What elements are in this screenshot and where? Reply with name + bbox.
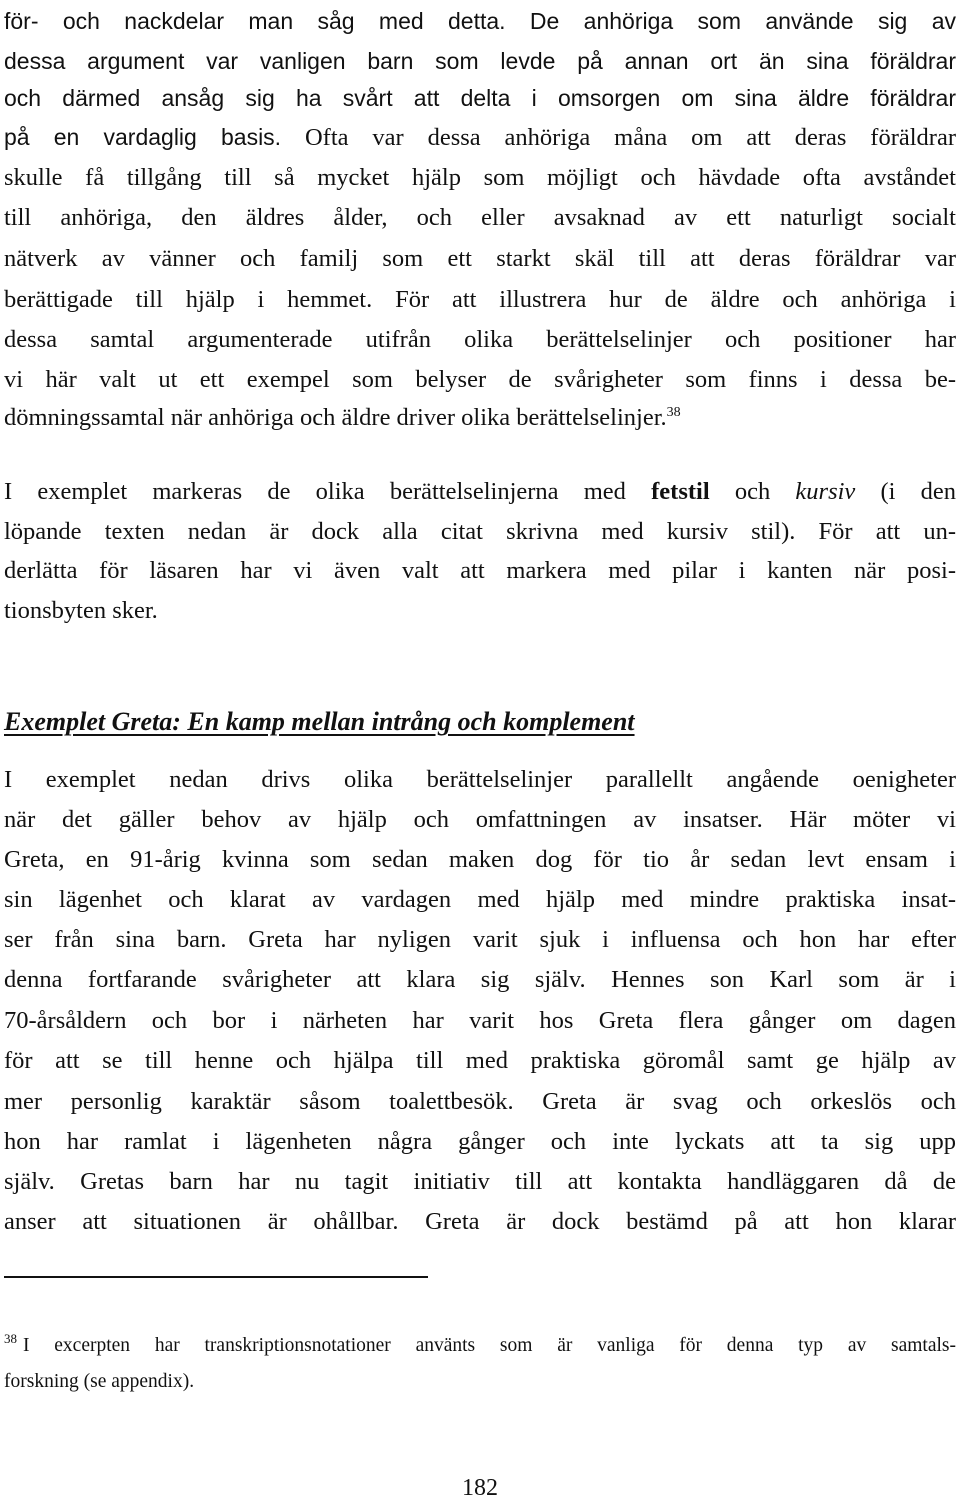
footnote (4, 1330, 956, 1362)
body-text: I exemplet markeras de olika berättelselinjerna med (4, 478, 626, 505)
body-line (4, 117, 956, 157)
footnote-separator (4, 1276, 428, 1278)
body-text: (i den (880, 478, 957, 505)
body-line (4, 398, 956, 438)
footnote-reference[interactable]: 38 (666, 405, 681, 420)
italic-example: kursiv (795, 478, 856, 505)
body-line: nätverk av vänner och familj som ett starkt skäl till att deras föräldrar var (4, 245, 956, 272)
body-line: för att se till henne och hjälpa till med praktiska göromål samt ge hjälp av (4, 1047, 956, 1074)
body-line: för- och nackdelar man såg med detta. De anhöriga som använde sig av (4, 8, 956, 34)
body-line: löpande texten nedan är dock alla citat skrivna med kursiv stil). För att un- (4, 518, 956, 545)
body-text: berättigade till hjälp i hemmet. (4, 286, 373, 313)
body-line: Greta, en 91-årig kvinna som sedan maken dog för tio år sedan levt ensam i (4, 846, 956, 873)
body-line (4, 472, 956, 512)
body-line: I exemplet nedan drivs olika berättelselinjer parallellt angående oenigheter (4, 766, 956, 793)
footnote-number: 38 (4, 1331, 17, 1346)
body-line: ser från sina barn. Greta har nyligen varit sjuk i influensa och hon har efter (4, 926, 956, 953)
body-text: dömningssamtal när anhöriga och äldre driver olika berättelselinjer. (4, 404, 667, 431)
body-text: och (734, 478, 771, 505)
body-line: och därmed ansåg sig ha svårt att delta i omsorgen om sina äldre föräldrar (4, 85, 956, 111)
body-line: tionsbyten sker. (4, 597, 158, 624)
bold-example: fetstil (651, 478, 710, 505)
body-line: mer personlig karaktär såsom toalettbesök. Greta är svag och orkeslös och (4, 1088, 956, 1115)
body-line: vi här valt ut ett exempel som belyser de svårigheter som finns i dessa be- (4, 366, 956, 393)
body-line: sin lägenhet och klarat av vardagen med hjälp med mindre praktiska insat- (4, 886, 956, 913)
body-line: när det gäller behov av hjälp och omfattningen av insatser. Här möter vi (4, 806, 956, 833)
body-line: dessa argument var vanligen barn som levde på annan ort än sina föräldrar (4, 48, 956, 74)
body-line: till anhöriga, den äldres ålder, och eller avsaknad av ett naturligt socialt (4, 204, 956, 231)
body-line: hon har ramlat i lägenheten några gånger och inte lyckats att ta sig upp (4, 1128, 956, 1155)
footnote: forskning (se appendix). (4, 1371, 195, 1392)
body-line: 70-årsåldern och bor i närheten har varit hos Greta flera gånger om dagen (4, 1007, 956, 1034)
body-line (4, 280, 956, 320)
body-line: dessa samtal argumenterade utifrån olika berättelselinjer och positioner har (4, 326, 956, 353)
footnote-text: I excerpten har transkriptionsnotationer använts som är vanliga för denna typ av samtals- (23, 1335, 956, 1356)
body-line: skulle få tillgång till så mycket hjälp som möjligt och hävdade ofta avståndet (4, 164, 956, 191)
body-line: själv. Gretas barn har nu tagit initiativ till att kontakta handläggaren då de (4, 1168, 956, 1195)
body-line: derlätta för läsaren har vi även valt att markera med pilar i kanten när posi- (4, 557, 956, 584)
body-line: denna fortfarande svårigheter att klara sig själv. Hennes son Karl som är i (4, 966, 956, 993)
body-text: Ofta var dessa anhöriga måna om att deras föräldrar (304, 124, 956, 151)
section-heading: Exemplet Greta: En kamp mellan intrång och komplement (4, 707, 635, 736)
page-number: 182 (462, 1475, 498, 1501)
body-text: på en vardaglig basis. (4, 124, 282, 150)
body-text: För att illustrera hur de äldre och anhöriga i (395, 286, 956, 313)
body-line: anser att situationen är ohållbar. Greta är dock bestämd på att hon klarar (4, 1208, 956, 1235)
